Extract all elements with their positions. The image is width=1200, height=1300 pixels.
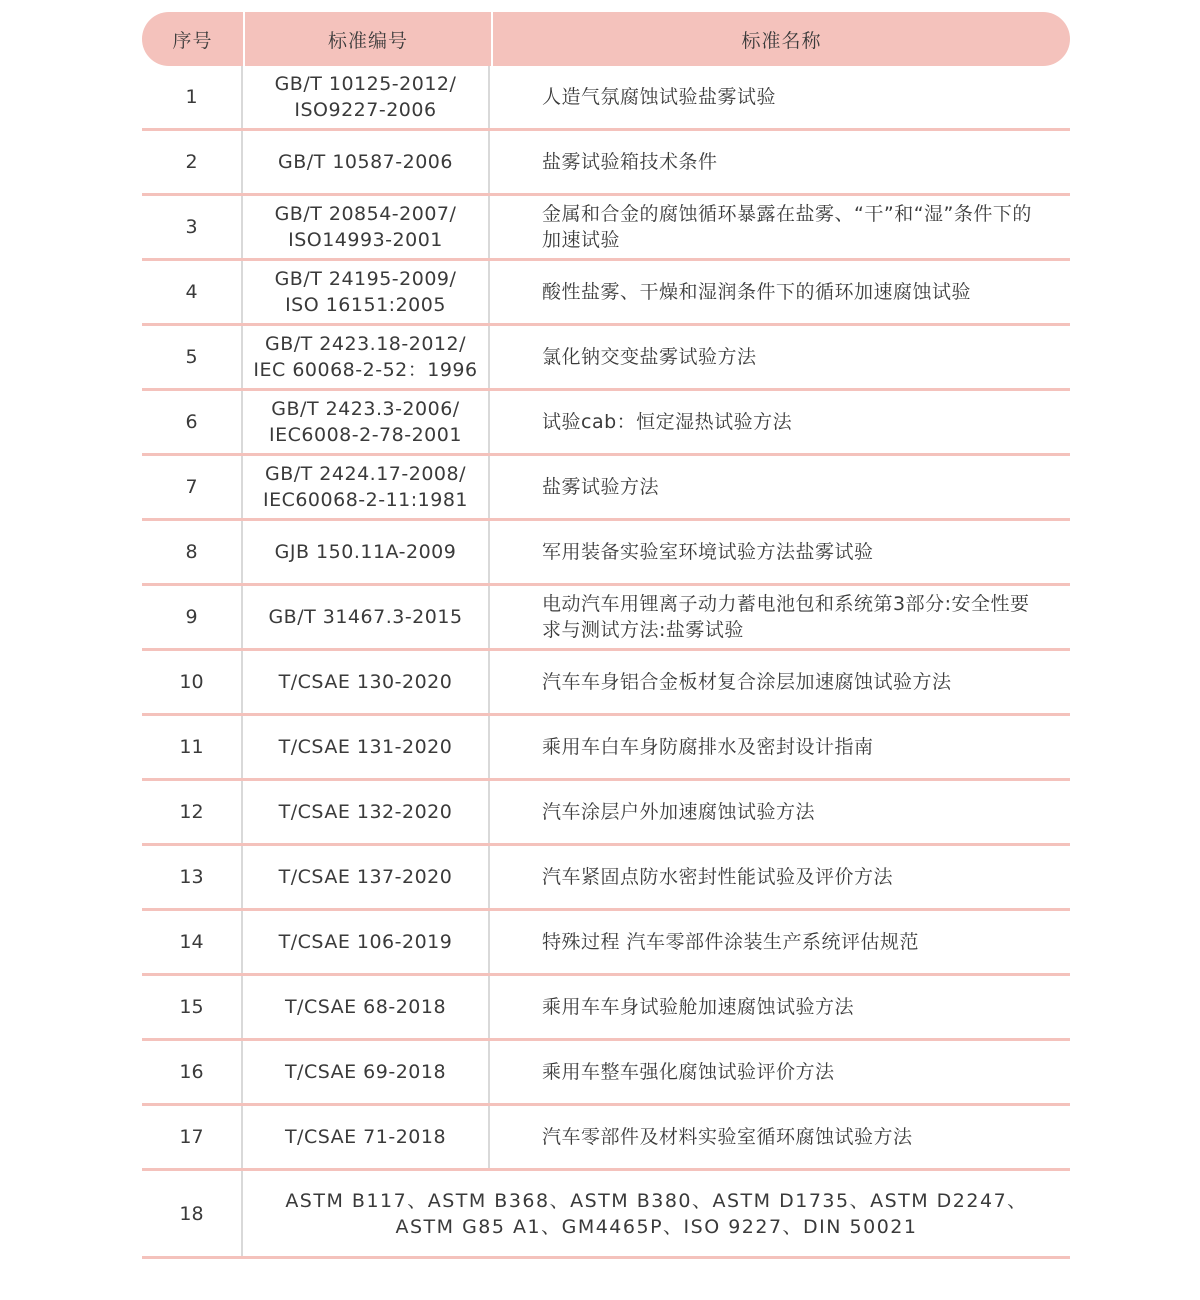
row-number: 17 [142,1106,243,1168]
standard-code: GB/T 31467.3-2015 [243,586,490,648]
header-no: 序号 [172,29,213,52]
table-row [142,846,1070,911]
standard-name: 军用装备实验室环境试验方法盐雾试验 [542,541,874,563]
standard-name: 汽车零部件及材料实验室循环腐蚀试验方法 [542,1126,913,1148]
other-standards-list: ASTM B117、ASTM B368、ASTM B380、ASTM D1735、ASTM D2247、 ASTM G85 A1、GM4465P、ISO 9227、DIN 50021 [285,1189,1028,1238]
row-number: 4 [142,261,243,323]
table-row [142,716,1070,781]
table-row [142,326,1070,391]
standard-code: GB/T 20854-2007/ ISO14993-2001 [243,196,490,258]
row-number: 10 [142,651,243,713]
table-row [142,456,1070,521]
table-row [142,391,1070,456]
header-name: 标准名称 [491,12,1070,66]
row-number: 18 [142,1171,243,1256]
standard-name: 乘用车整车强化腐蚀试验评价方法 [542,1061,835,1083]
table-row [142,651,1070,716]
table-row [142,586,1070,651]
standard-name: 乘用车白车身防腐排水及密封设计指南 [542,736,874,758]
row-number: 11 [142,716,243,778]
standard-name: 乘用车车身试验舱加速腐蚀试验方法 [542,996,855,1018]
row-number: 15 [142,976,243,1038]
standard-code: GB/T 10125-2012/ ISO9227-2006 [243,66,490,128]
standard-code: GB/T 2423.18-2012/ IEC 60068-2-52：1996 [243,326,490,388]
row-number: 3 [142,196,243,258]
standard-name: 金属和合金的腐蚀循环暴露在盐雾、“干”和“湿”条件下的加速试验 [542,203,1032,251]
row-number: 5 [142,326,243,388]
row-number: 9 [142,586,243,648]
table-row [142,1041,1070,1106]
table-row [142,196,1070,261]
standard-name: 盐雾试验箱技术条件 [542,151,718,173]
standard-code: GB/T 10587-2006 [243,131,490,193]
standard-code: T/CSAE 132-2020 [243,781,490,843]
table-row [142,261,1070,326]
standard-code: T/CSAE 71-2018 [243,1106,490,1168]
standard-code: GB/T 2423.3-2006/ IEC6008-2-78-2001 [243,391,490,453]
row-number: 6 [142,391,243,453]
standard-code: T/CSAE 69-2018 [243,1041,490,1103]
row-number: 7 [142,456,243,518]
header-code: 标准编号 [243,12,491,66]
standard-name: 试验cab：恒定湿热试验方法 [542,411,793,433]
table-row [142,66,1070,131]
table-row [142,131,1070,196]
standard-code: GB/T 24195-2009/ ISO 16151:2005 [243,261,490,323]
standard-name: 氯化钠交变盐雾试验方法 [542,346,757,368]
standard-name: 酸性盐雾、干燥和湿润条件下的循环加速腐蚀试验 [542,281,972,303]
standard-name: 特殊过程 汽车零部件涂装生产系统评估规范 [542,931,920,953]
standard-code: T/CSAE 137-2020 [243,846,490,908]
standard-code: T/CSAE 130-2020 [243,651,490,713]
row-number: 2 [142,131,243,193]
table-body [142,66,1070,1259]
standard-code: GJB 150.11A-2009 [243,521,490,583]
standard-name: 汽车涂层户外加速腐蚀试验方法 [542,801,816,823]
row-number: 16 [142,1041,243,1103]
standard-name: 电动汽车用锂离子动力蓄电池包和系统第3部分:安全性要求与测试方法:盐雾试验 [542,593,1030,641]
standard-code: T/CSAE 131-2020 [243,716,490,778]
table-row [142,911,1070,976]
table-row [142,781,1070,846]
standard-code: T/CSAE 68-2018 [243,976,490,1038]
standard-code: GB/T 2424.17-2008/ IEC60068-2-11:1981 [243,456,490,518]
standard-code: T/CSAE 106-2019 [243,911,490,973]
table-row [142,1106,1070,1171]
table-header [142,12,1070,66]
row-number: 8 [142,521,243,583]
standard-name: 汽车车身铝合金板材复合涂层加速腐蚀试验方法 [542,671,952,693]
row-number: 12 [142,781,243,843]
row-number: 1 [142,66,243,128]
standards-table [142,12,1070,1259]
standard-name: 汽车紧固点防水密封性能试验及评价方法 [542,866,894,888]
row-number: 13 [142,846,243,908]
standard-name: 盐雾试验方法 [542,476,660,498]
standard-name: 人造气氛腐蚀试验盐雾试验 [542,86,777,108]
table-row [142,976,1070,1041]
table-row [142,521,1070,586]
table-row-merged [142,1171,1070,1259]
row-number: 14 [142,911,243,973]
